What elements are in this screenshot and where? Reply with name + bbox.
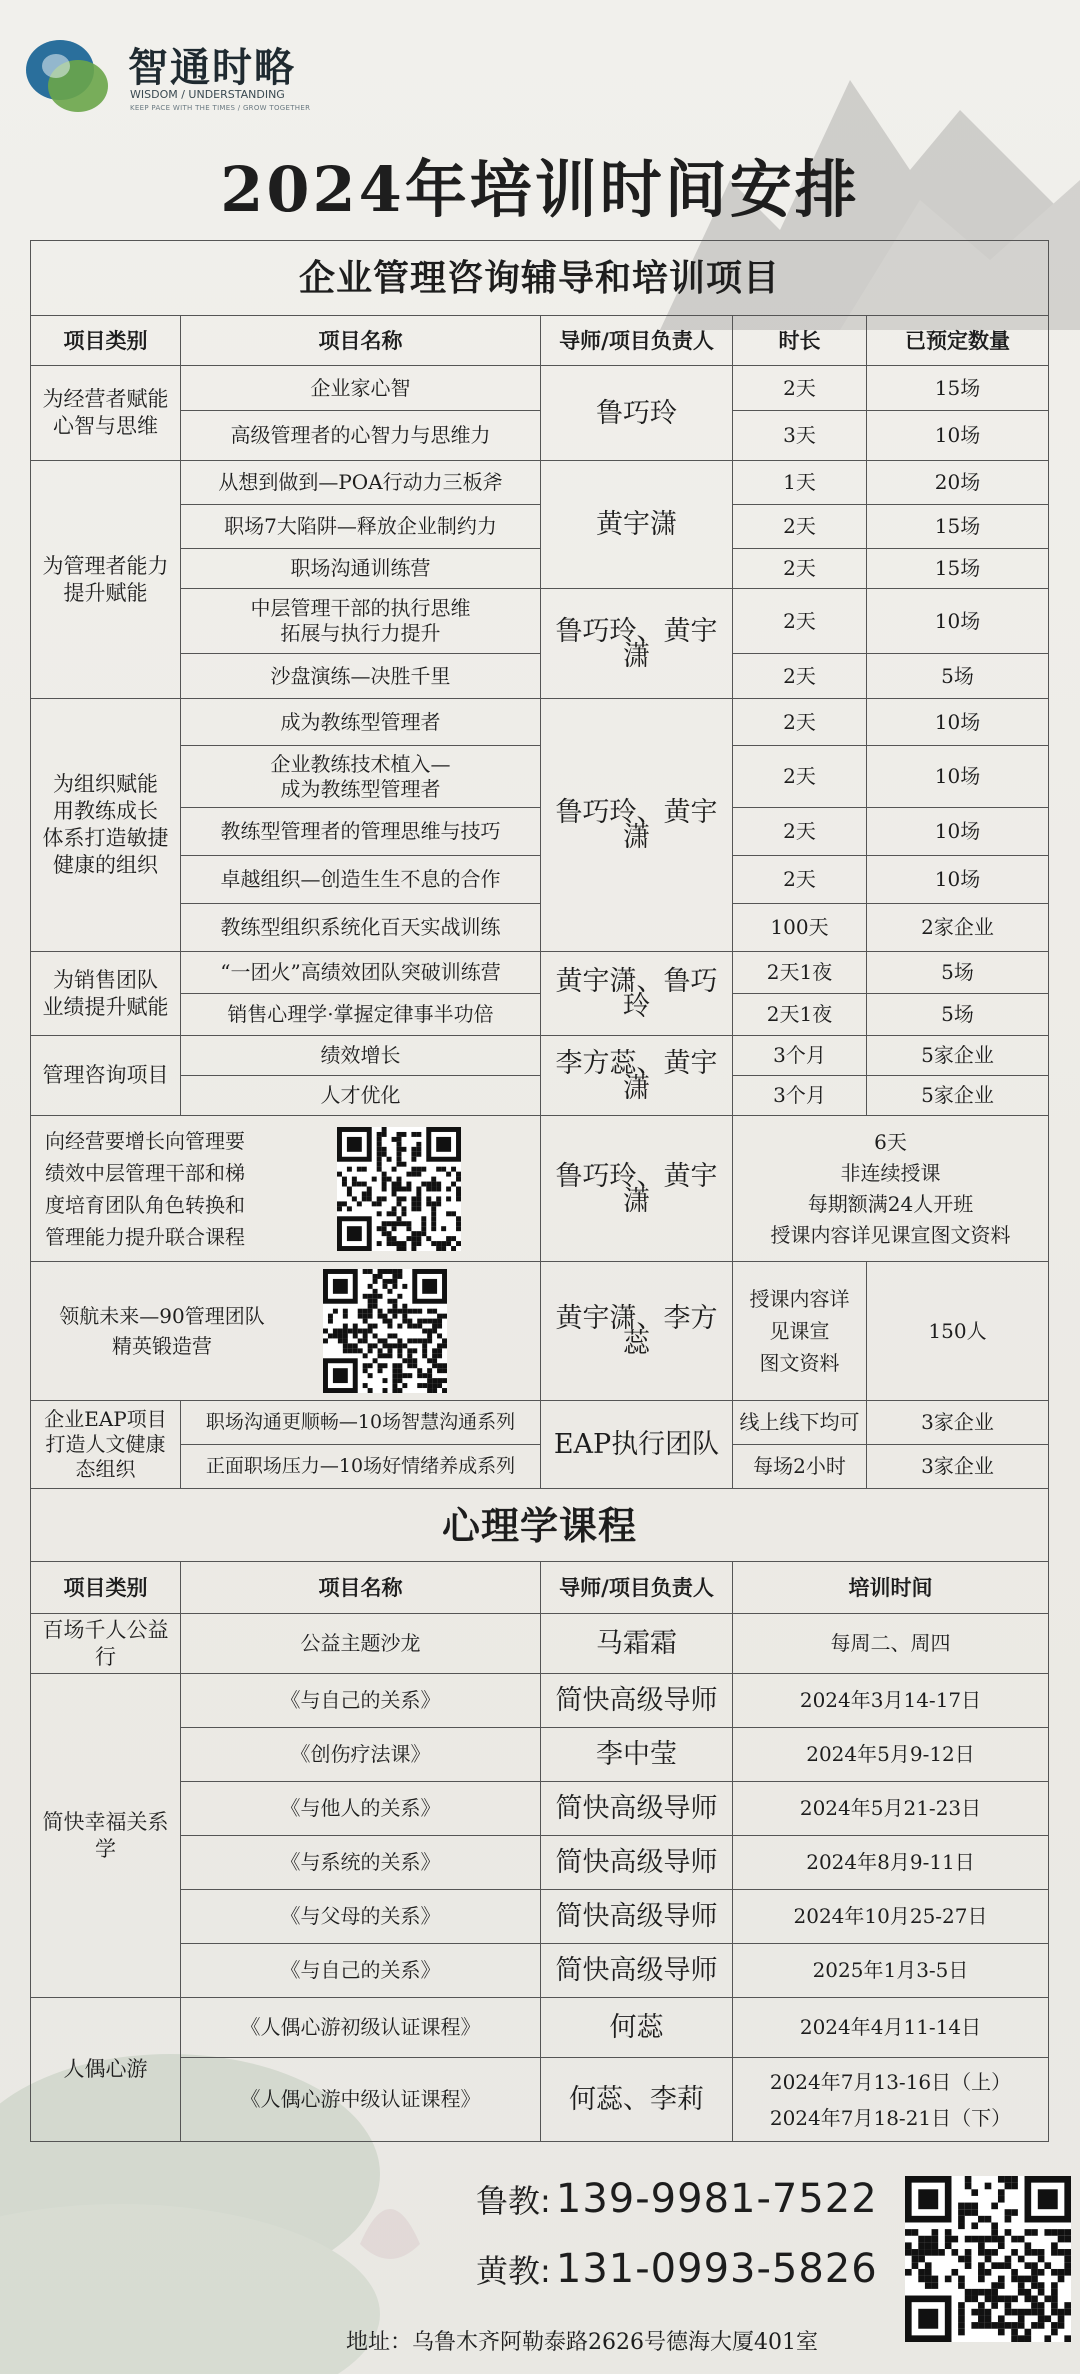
tutor-cell: 简快高级导师 xyxy=(541,1890,733,1944)
time-cell: 2024年5月21-23日 xyxy=(733,1782,1049,1836)
header-category: 项目类别 xyxy=(31,1562,181,1614)
count-cell: 3家企业 xyxy=(867,1445,1049,1489)
count-cell: 15场 xyxy=(867,549,1049,589)
duration-cell: 2天 xyxy=(733,856,867,904)
project-name-cell: 职场沟通训练营 xyxy=(181,549,541,589)
header-tutor: 导师/项目负责人 xyxy=(541,1562,733,1614)
page-title: 2024年培训时间安排 xyxy=(220,153,860,226)
category-cell: 企业EAP项目 打造人文健康 态组织 xyxy=(31,1401,181,1489)
time-cell: 2024年10月25-27日 xyxy=(733,1890,1049,1944)
category-text: 领航未来—90管理团队 精英锻造营 xyxy=(59,1304,265,1358)
time-cell: 2025年1月3-5日 xyxy=(733,1944,1049,1998)
count-cell: 5场 xyxy=(867,952,1049,994)
count-cell: 10场 xyxy=(867,589,1049,654)
duration-cell: 3个月 xyxy=(733,1076,867,1116)
section-title-psychology: 心理学课程 xyxy=(31,1489,1049,1562)
tutor-cell: 简快高级导师 xyxy=(541,1674,733,1728)
duration-cell: 2天 xyxy=(733,589,867,654)
project-name-cell: 教练型组织系统化百天实战训练 xyxy=(181,904,541,952)
project-name-cell: 中层管理干部的执行思维 拓展与执行力提升 xyxy=(181,589,541,654)
tutor-cell: 李中莹 xyxy=(541,1728,733,1782)
count-cell: 5家企业 xyxy=(867,1076,1049,1116)
duration-cell: 每场2小时 xyxy=(733,1445,867,1489)
header-project-name: 项目名称 xyxy=(181,1562,541,1614)
category-cell: 为组织赋能 用教练成长 体系打造敏捷 健康的组织 xyxy=(31,699,181,952)
duration-cell: 2天 xyxy=(733,699,867,746)
header-booked-count: 已预定数量 xyxy=(867,316,1049,366)
duration-cell: 2天 xyxy=(733,549,867,589)
project-name-cell: 职场7大陷阱—释放企业制约力 xyxy=(181,505,541,549)
category-cell: 为销售团队 业绩提升赋能 xyxy=(31,952,181,1036)
project-name-cell: 高级管理者的心智力与思维力 xyxy=(181,411,541,461)
contact-huang xyxy=(476,2246,878,2292)
tutor-cell: 何蕊、李莉 xyxy=(541,2058,733,2142)
schedule-table-wrap xyxy=(30,240,1048,2142)
category-cell: 管理咨询项目 xyxy=(31,1036,181,1116)
count-cell: 2家企业 xyxy=(867,904,1049,952)
duration-cell: 1天 xyxy=(733,461,867,505)
schedule-table xyxy=(30,240,1049,2142)
navigator-course-cell xyxy=(31,1262,541,1401)
project-name-cell: 《人偶心游初级认证课程》 xyxy=(181,1998,541,2058)
project-name-cell: 卓越组织—创造生生不息的合作 xyxy=(181,856,541,904)
tutor-cell: 黄宇潇、李方蕊 xyxy=(541,1262,733,1401)
duration-cell: 2天 xyxy=(733,654,867,699)
project-name-cell: 职场沟通更顺畅—10场智慧沟通系列 xyxy=(181,1401,541,1445)
duration-cell: 授课内容详 见课宣 图文资料 xyxy=(733,1262,867,1401)
time-line-first: 2024年7月13-16日（上） xyxy=(769,2069,1012,2094)
category-cell: 为经营者赋能 心智与思维 xyxy=(31,366,181,461)
header-project-name: 项目名称 xyxy=(181,316,541,366)
count-cell: 10场 xyxy=(867,699,1049,746)
duration-cell: 2天 xyxy=(733,366,867,411)
count-cell: 20场 xyxy=(867,461,1049,505)
category-cell: 为管理者能力 提升赋能 xyxy=(31,461,181,699)
tutor-cell: 黄宇潇、鲁巧玲 xyxy=(541,952,733,1036)
time-cell: 2024年8月9-11日 xyxy=(733,1836,1049,1890)
project-name-cell: 绩效增长 xyxy=(181,1036,541,1076)
brand-tagline: KEEP PACE WITH THE TIMES / GROW TOGETHER xyxy=(130,104,311,112)
count-cell: 15场 xyxy=(867,366,1049,411)
brand-subtitle: WISDOM / UNDERSTANDING xyxy=(130,88,285,101)
category-text: 向经营要增长向管理要 绩效中层管理干部和梯 度培育团队角色转换和 管理能力提升联合课程 xyxy=(45,1128,245,1249)
count-cell: 10场 xyxy=(867,411,1049,461)
section-title-consulting: 企业管理咨询辅导和培训项目 xyxy=(31,241,1049,316)
phone-number-link[interactable]: 139-9981-7522 xyxy=(555,2176,878,2222)
duration-cell: 3个月 xyxy=(733,1036,867,1076)
project-name-cell: 成为教练型管理者 xyxy=(181,699,541,746)
project-name-cell: 《与父母的关系》 xyxy=(181,1890,541,1944)
tutor-cell: 简快高级导师 xyxy=(541,1944,733,1998)
phone-number-link[interactable]: 131-0993-5826 xyxy=(555,2246,878,2292)
tutor-cell: 马霜霜 xyxy=(541,1614,733,1674)
tutor-cell: 鲁巧玲 xyxy=(541,366,733,461)
count-cell: 10场 xyxy=(867,746,1049,808)
tutor-cell: 鲁巧玲、黄宇潇 xyxy=(541,1116,733,1262)
tutor-cell: 简快高级导师 xyxy=(541,1782,733,1836)
header-tutor: 导师/项目负责人 xyxy=(541,316,733,366)
count-cell: 5场 xyxy=(867,994,1049,1036)
contact-label: 鲁教: xyxy=(476,2182,551,2220)
project-name-cell: 企业家心智 xyxy=(181,366,541,411)
brand-logo-icon xyxy=(18,30,118,126)
count-cell: 5场 xyxy=(867,654,1049,699)
course-note-cell: 6天 非连续授课 每期额满24人开班 授课内容详见课宣图文资料 xyxy=(733,1116,1049,1262)
duration-cell: 100天 xyxy=(733,904,867,952)
count-cell: 5家企业 xyxy=(867,1036,1049,1076)
duration-cell: 2天 xyxy=(733,505,867,549)
duration-cell: 2天 xyxy=(733,746,867,808)
count-cell: 3家企业 xyxy=(867,1401,1049,1445)
count-cell: 10场 xyxy=(867,808,1049,856)
brand-logo xyxy=(18,30,338,130)
qr-code-joint-course[interactable] xyxy=(337,1127,461,1251)
brand-name: 智通时略 xyxy=(128,45,296,91)
project-name-cell: 正面职场压力—10场好情绪养成系列 xyxy=(181,1445,541,1489)
tutor-cell: 鲁巧玲、黄宇潇 xyxy=(541,699,733,952)
count-cell: 15场 xyxy=(867,505,1049,549)
project-name-cell: 《与自己的关系》 xyxy=(181,1674,541,1728)
time-cell: 每周二、周四 xyxy=(733,1614,1049,1674)
project-name-cell: “一团火”高绩效团队突破训练营 xyxy=(181,952,541,994)
count-cell: 150人 xyxy=(867,1262,1049,1401)
project-name-cell: 公益主题沙龙 xyxy=(181,1614,541,1674)
category-cell: 百场千人公益行 xyxy=(31,1614,181,1674)
project-name-cell: 教练型管理者的管理思维与技巧 xyxy=(181,808,541,856)
category-cell: 简快幸福关系学 xyxy=(31,1674,181,1998)
duration-cell: 2天1夜 xyxy=(733,994,867,1036)
project-name-cell: 《人偶心游中级认证课程》 xyxy=(181,2058,541,2142)
project-name-cell: 《与自己的关系》 xyxy=(181,1944,541,1998)
tutor-cell: 鲁巧玲、黄宇潇 xyxy=(541,589,733,699)
duration-cell: 线上线下均可 xyxy=(733,1401,867,1445)
project-name-cell: 人才优化 xyxy=(181,1076,541,1116)
time-line-second: 2024年7月18-21日（下） xyxy=(769,2105,1012,2130)
duration-cell: 3天 xyxy=(733,411,867,461)
duration-cell: 2天 xyxy=(733,808,867,856)
duration-cell: 2天1夜 xyxy=(733,952,867,994)
qr-code-navigator-course[interactable] xyxy=(323,1269,447,1393)
joint-course-cell xyxy=(31,1116,541,1262)
header-training-time: 培训时间 xyxy=(733,1562,1049,1614)
contact-label: 黄教: xyxy=(476,2252,551,2290)
tutor-cell: 何蕊 xyxy=(541,1998,733,2058)
time-cell: 2024年5月9-12日 xyxy=(733,1728,1049,1782)
project-name-cell: 从想到做到—POA行动力三板斧 xyxy=(181,461,541,505)
time-cell xyxy=(733,2058,1049,2142)
contact-lu xyxy=(476,2176,878,2222)
time-cell: 2024年4月11-14日 xyxy=(733,1998,1049,2058)
time-cell: 2024年3月14-17日 xyxy=(733,1674,1049,1728)
tutor-cell: 简快高级导师 xyxy=(541,1836,733,1890)
header-duration: 时长 xyxy=(733,316,867,366)
tutor-cell: EAP执行团队 xyxy=(541,1401,733,1489)
tutor-cell: 李方蕊、黄宇潇 xyxy=(541,1036,733,1116)
project-name-cell: 《创伤疗法课》 xyxy=(181,1728,541,1782)
address-text: 地址：乌鲁木齐阿勒泰路2626号德海大厦401室 xyxy=(346,2330,818,2355)
project-name-cell: 企业教练技术植入— 成为教练型管理者 xyxy=(181,746,541,808)
project-name-cell: 沙盘演练—决胜千里 xyxy=(181,654,541,699)
category-cell: 人偶心游 xyxy=(31,1998,181,2142)
header-category: 项目类别 xyxy=(31,316,181,366)
project-name-cell: 销售心理学·掌握定律事半功倍 xyxy=(181,994,541,1036)
count-cell: 10场 xyxy=(867,856,1049,904)
qr-code-contact[interactable] xyxy=(905,2176,1071,2342)
tutor-cell: 黄宇潇 xyxy=(541,461,733,589)
project-name-cell: 《与系统的关系》 xyxy=(181,1836,541,1890)
project-name-cell: 《与他人的关系》 xyxy=(181,1782,541,1836)
